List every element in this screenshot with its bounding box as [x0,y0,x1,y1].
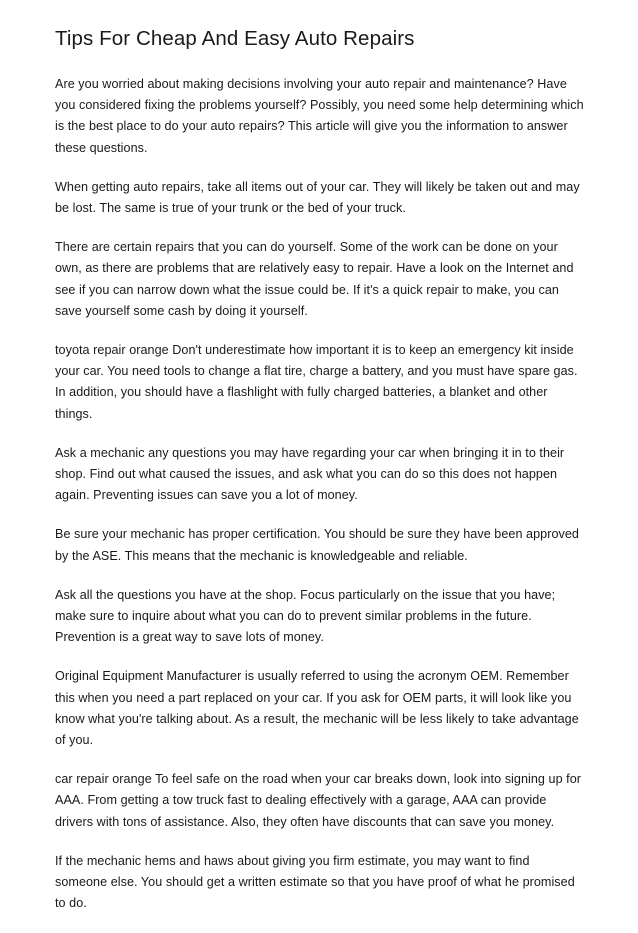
document-page [55,24,585,933]
paragraph-7: Ask all the questions you have at the shop. Focus particularly on the issue that you have; make sure to inquire about what you can do to prevent similar problems in the future. Prevention is a great way to save lots of money. [55,587,556,645]
paragraph-3: There are certain repairs that you can do yourself. Some of the work can be done on your own, as there are problems that are relatively easy to repair. Have a look on the Internet and see if you can narrow down what the issue could be. If it's a quick repair to make, you can save yourself some cash by doing it yourself. [55,240,574,318]
page-title: Tips For Cheap And Easy Auto Repairs [55,27,415,50]
paragraph-6: Be sure your mechanic has proper certification. You should be sure they have been approved by the ASE. This means that the mechanic is knowledgeable and reliable. [55,527,579,563]
paragraph-4: toyota repair orange Don't underestimate how important it is to keep an emergency kit inside your car. You need tools to change a flat tire, charge a battery, and you must have spare gas. In addition, you should have a flashlight with fully charged batteries, a blanket and other things. [55,343,578,421]
paragraph-9: car repair orange To feel safe on the road when your car breaks down, look into signing up for AAA. From getting a tow truck fast to dealing effectively with a garage, AAA can provide drivers with tons of assistance. Also, they often have discounts that can save you money. [55,772,582,829]
paragraph-2: When getting auto repairs, take all items out of your car. They will likely be taken out and may be lost. The same is true of your trunk or the bed of your truck. [55,179,580,216]
paragraph-8: Original Equipment Manufacturer is usually referred to using the acronym OEM. Remember this when you need a part replaced on your car. If you ask for OEM parts, it will look like you know what you're talking about. As a result, the mechanic will be less likely to take advantage of you. [55,669,579,748]
paragraph-1: Are you worried about making decisions involving your auto repair and maintenance? Have you considered fixing the problems yourself? Possibly, you need some help determining which is the best place to do your auto repairs? This article will give you the information to answer these questions. [55,77,584,155]
paragraph-5: Ask a mechanic any questions you may have regarding your car when bringing it in to their shop. Find out what caused the issues, and ask what you can do so this does not happen again. Preventing issues can save you a lot of money. [55,445,565,503]
paragraph-10: If the mechanic hems and haws about giving you firm estimate, you may want to find someone else. You should get a written estimate so that you have proof of what he promised to do. [55,853,575,911]
